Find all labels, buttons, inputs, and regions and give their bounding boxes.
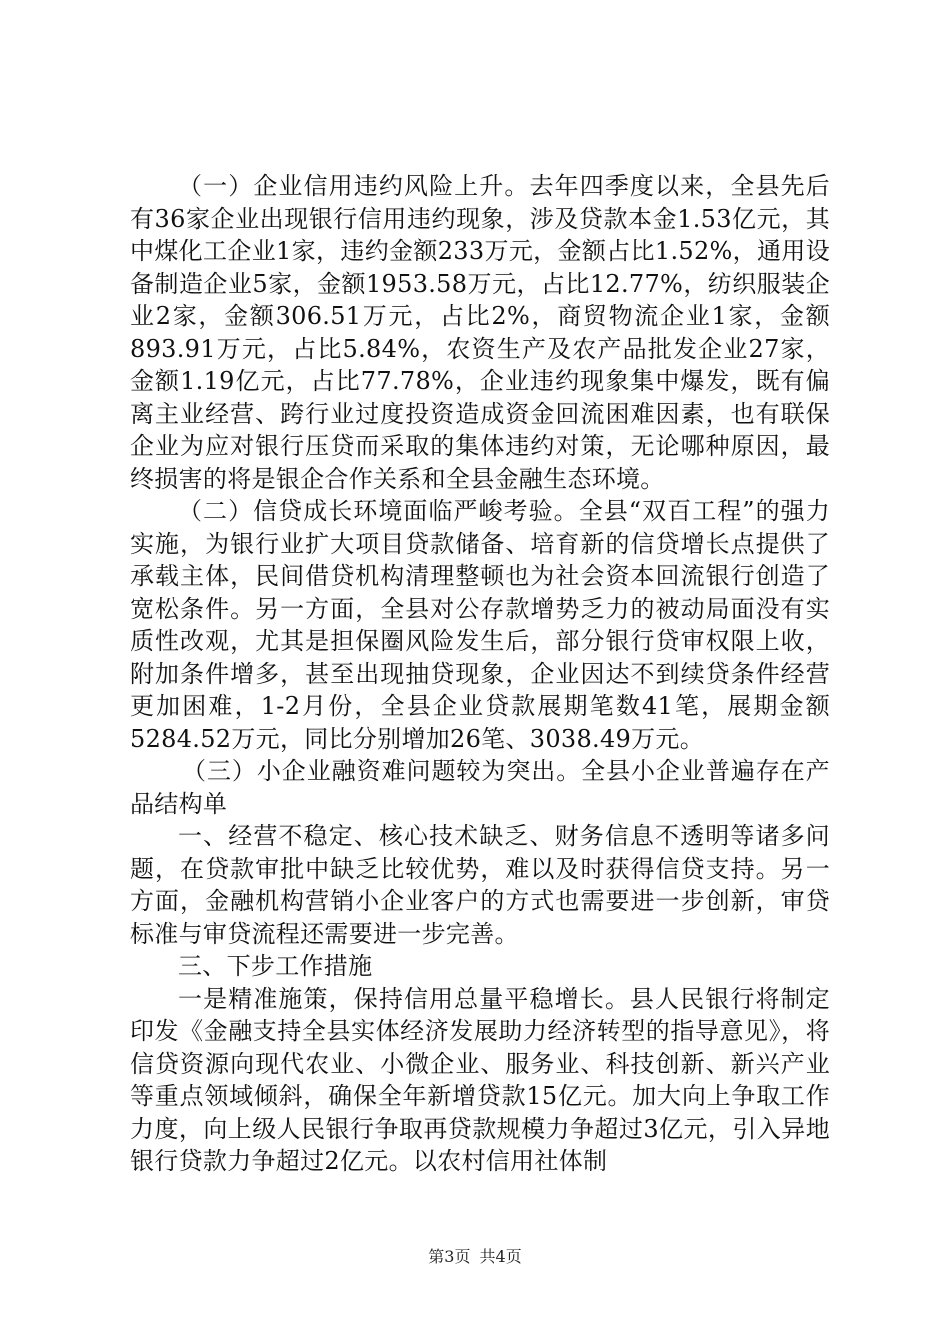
document-body	[130, 170, 830, 1178]
paragraph-precise-policy: 一是精准施策，保持信用总量平稳增长。县人民银行将制定印发《金融支持全县实体经济发展助力经济转型的指导意见》，将信贷资源向现代农业、小微企业、服务业、科技创新、新兴产业等重点领域倾斜，确保全年新增贷款15亿元。加大向上争取工作力度，向上级人民银行争取再贷款规模力争超过3亿元，引入异地银行贷款力争超过2亿元。以农村信用社体制	[130, 984, 830, 1175]
paragraph-credit-default-risk: （一）企业信用违约风险上升。去年四季度以来，全县先后有36家企业出现银行信用违约现象，涉及贷款本金1.53亿元，其中煤化工企业1家，违约金额233万元，金额占比1.52%，通用设备制造企业5家，金额1953.58万元，占比12.77%，纺织服装企业2家，金额306.51万元，占比2%，商贸物流企业1家，金额893.91万元，占比5.84%，农资生产及农产品批发企业27家，金额1.19亿元，占比77.78%，企业违约现象集中爆发，既有偏离主业经营、跨行业过度投资造成资金回流困难因素，也有联保企业为应对银行压贷而采取的集体违约对策，无论哪种原因，最终损害的将是银企合作关系和全县金融生态环境。	[130, 172, 830, 493]
paragraph-business-instability: 一、经营不稳定、核心技术缺乏、财务信息不透明等诸多问题，在贷款审批中缺乏比较优势，难以及时获得信贷支持。另一方面，金融机构营销小企业客户的方式也需要进一步创新，审贷标准与审贷流程还需要进一步完善。	[130, 822, 830, 948]
page-number: 第3页	[428, 1247, 471, 1266]
section-heading-next-steps: 三、下步工作措施	[178, 952, 373, 980]
page-footer	[0, 1244, 950, 1267]
paragraph-small-business-financing: （三）小企业融资难问题较为突出。全县小企业普遍存在产品结构单	[130, 757, 830, 818]
page-total: 共4页	[479, 1247, 522, 1266]
paragraph-credit-environment: （二）信贷成长环境面临严峻考验。全县“双百工程”的强力实施，为银行业扩大项目贷款储备、培育新的信贷增长点提供了承载主体，民间借贷机构清理整顿也为社会资本回流银行创造了宽松条件。另一方面，全县对公存款增势乏力的被动局面没有实质性改观，尤其是担保圈风险发生后，部分银行贷审权限上收，附加条件增多，甚至出现抽贷现象，企业因达不到续贷条件经营更加困难，1-2月份，全县企业贷款展期笔数41笔，展期金额5284.52万元，同比分别增加26笔、3038.49万元。	[130, 497, 830, 753]
